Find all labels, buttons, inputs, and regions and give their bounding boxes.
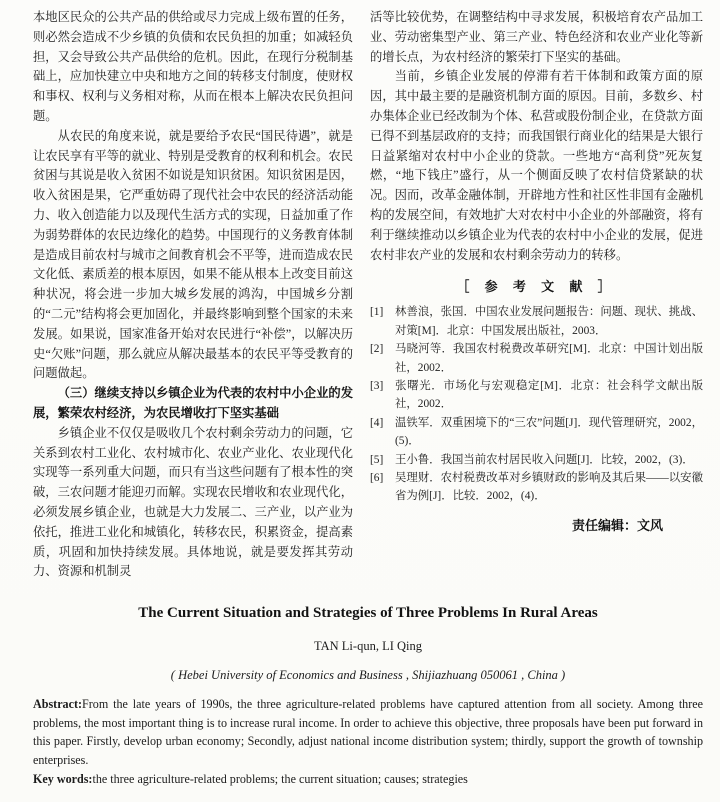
responsible-editor-note: 责任编辑：文风: [571, 517, 663, 533]
right-column: [370, 8, 703, 582]
body-paragraph-continuation: 本地区民众的公共产品的供给或尽力完成上级布置的任务，则必然会造成不少乡镇的负债和农民负担的加重；如减轻负担，又会导致公共产品供给的危机。因此，在现行分税制基础上，应加快建立中央和地方之间的转移支付制度，使财权和事权、权利与义务相对称，从而在根本上解决农民负担问题。: [33, 10, 353, 123]
reference-text: 温铁军．双重困境下的“三农”问题[J]．现代管理研究，2002，(5)．: [395, 416, 703, 448]
reference-text: 林善浪，张国．中国农业发展问题报告：问题、现状、挑战、对策[M]．北京：中国发展出版社，2003．: [395, 306, 703, 337]
reference-text: 王小鲁．我国当前农村居民收入问题[J]．比较，2002，(3)．: [395, 453, 694, 466]
reference-label: [6]: [370, 472, 384, 485]
reference-label: [3]: [370, 379, 384, 392]
body-paragraph-current-situation: 当前，乡镇企业发展的停滞有若干体制和政策方面的原因，其中最主要的是融资机制方面的原因。目前，多数乡、村办集体企业已经改制为个体、私营或股份制企业，在贷款方面已得不到基层政府的支持；而我国银行商业化的结果是大银行日益紧缩对农村中小企业的贷款。一些地方“高利贷”死灰复燃，“地下钱庄”盛行，从一个侧面反映了农村信贷紧缺的状况。因而，改革金融体制，开辟地方性和社区性非国有金融机构的发展空间，有效地扩大对农村中小企业的外部融资，将有利于继续推动以乡镇企业为代表的农村中小企业的发展，促进农村非农产业的发展和农村剩余劳动力的转移。: [370, 69, 703, 262]
english-authors: TAN Li-qun, LI Qing: [313, 639, 422, 653]
body-paragraph-continuation-right: 活等比较优势，在调整结构中寻求发展，积极培育农产品加工业、劳动密集型产业、第三产业、特色经济和农业产业化等新的增长点，为农村经济的繁荣打下坚实的基础。: [370, 10, 703, 64]
reference-item: [370, 469, 703, 506]
reference-item: [370, 414, 703, 451]
left-column: [33, 8, 353, 582]
references-heading: ［ 参 考 文 献 ］: [456, 279, 617, 295]
english-abstract: [33, 695, 703, 769]
reference-label: [1]: [370, 306, 384, 319]
reference-text: 马晓河等．我国农村税费改革研究[M]．北京：中国计划出版社，2002．: [395, 343, 703, 374]
keywords-text: the three agriculture-related problems; the current situation; causes; strategies: [92, 772, 468, 787]
reference-text: 吴理财．农村税费改革对乡镇财政的影响及其后果——以安徽省为例[J]．比较．2002，(4)．: [395, 472, 703, 503]
reference-item: [370, 340, 703, 377]
reference-item: [370, 377, 703, 414]
reference-item: [370, 303, 703, 340]
reference-label: [2]: [370, 343, 384, 356]
abstract-text: From the late years of 1990s, the three agriculture-related problems have captured attention from all society. Among three problems, the most important thing is to increase rural income. In order to achieve this objective, three proposals have been put forward in this paper. Firstly, develop urban economy; Secondly, adjust national income distribution system; thirdly, support the growth of township enterprises.: [33, 697, 703, 767]
reference-label: [5]: [370, 453, 384, 466]
english-title: The Current Situation and Strategies of Three Problems In Rural Areas: [138, 605, 598, 621]
english-abstract-section: [33, 604, 703, 789]
reference-label: [4]: [370, 416, 384, 429]
abstract-label: Abstract:: [33, 697, 83, 711]
english-keywords: [33, 770, 703, 789]
body-paragraph-township-enterprises: 乡镇企业不仅仅是吸收几个农村剩余劳动力的问题，它关系到农村工业化、农村城市化、农业产业化、农业现代化实现等一系列重大问题，而只有当这些问题有了根本性的突破，三农问题才能迎刃而解。实现农民增收和农业现代化，必须发展乡镇企业，也就是大力发展二、三产业，以产业为依托，推进工业化和城镇化，转移农民，积累资金，提高素质，巩固和加快持续发展。具体地说，就是要发挥其劳动力、资源和机制灵: [33, 425, 353, 579]
reference-item: [370, 451, 703, 469]
reference-text: 张曙光．市场化与宏观稳定[M]．北京：社会科学文献出版社，2002．: [395, 379, 703, 411]
english-affiliation: ( Hebei University of Economics and Business , Shijiazhuang 050061 , China ): [170, 668, 566, 682]
body-paragraph-farmer-perspective: 从农民的角度来说，就是要给予农民“国民待遇”，就是让农民享有平等的就业、特别是受教育的权利和机会。农民贫困与其说是收入贫困不如说是知识贫困。知识贫困是因，收入贫困是果，它严重妨碍了现代社会中农民的经济活动能力、收入创造能力以及现代生活方式的实现，日益加重了作为弱势群体的农民边缘化的趋势。中国现行的义务教育体制是造成目前农村与城市之间教育机会不平等，进而造成农民文化低、素质差的根本原因，如果不能从根本上改变目前这种状况，将会进一步加大城乡发展的鸿沟，中国城乡分割的“二元”结构将会更加固化，并最终影响到整个国家的未来发展。如果说，国家准备开始对农民进行“补偿”，以解决历史“欠账”问题，那么就应从解决最基本的农民平等受教育的问题做起。: [33, 128, 353, 381]
keywords-label: Key words:: [33, 772, 93, 787]
section-heading-three: （三）继续支持以乡镇企业为代表的农村中小企业的发展，繁荣农村经济，为农民增收打下坚实基础: [33, 386, 353, 420]
chinese-body-columns: [33, 8, 703, 582]
